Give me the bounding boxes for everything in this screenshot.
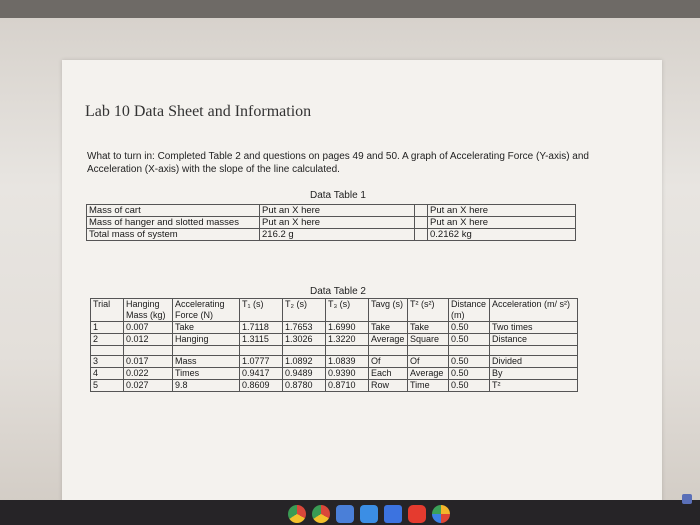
table-cell: 3 — [91, 356, 124, 368]
table-cell: 0.50 — [449, 322, 490, 334]
table-header-row — [91, 299, 578, 322]
table-cell: Time — [408, 380, 449, 392]
table-cell — [124, 346, 173, 356]
table-cell: By — [490, 368, 578, 380]
docs-icon[interactable] — [384, 505, 402, 523]
table-cell: Take — [173, 322, 240, 334]
table-cell — [173, 346, 240, 356]
table-cell: 1.3026 — [283, 334, 326, 346]
page-title: Lab 10 Data Sheet and Information — [85, 103, 312, 120]
table1-caption: Data Table 1 — [310, 190, 366, 201]
screen-bezel — [0, 0, 700, 18]
table-cell — [283, 346, 326, 356]
table-row — [87, 205, 576, 217]
table-cell: T² — [490, 380, 578, 392]
table-cell: Total mass of system — [87, 229, 260, 241]
table-cell — [240, 346, 283, 356]
table-cell: 0.9489 — [283, 368, 326, 380]
table-cell — [369, 346, 408, 356]
table-cell: Take — [408, 322, 449, 334]
table-cell: 2 — [91, 334, 124, 346]
table-cell: 1 — [91, 322, 124, 334]
table-cell: 0.027 — [124, 380, 173, 392]
col-header-tavg: Tavg (s) — [369, 299, 408, 322]
table-cell: 1.0839 — [326, 356, 369, 368]
table-cell: 0.007 — [124, 322, 173, 334]
table-cell: 1.7653 — [283, 322, 326, 334]
table-cell: 0.50 — [449, 334, 490, 346]
store-icon[interactable] — [360, 505, 378, 523]
youtube-icon[interactable] — [408, 505, 426, 523]
table-cell — [91, 346, 124, 356]
table-cell: 0.9390 — [326, 368, 369, 380]
data-table-2 — [90, 298, 578, 392]
table-cell: 0.8710 — [326, 380, 369, 392]
chrome-icon[interactable] — [288, 505, 306, 523]
table-cell: Mass — [173, 356, 240, 368]
table-row — [87, 229, 576, 241]
table-cell: 0.50 — [449, 380, 490, 392]
table-cell: Two times — [490, 322, 578, 334]
files-icon[interactable] — [336, 505, 354, 523]
table-cell: 0.012 — [124, 334, 173, 346]
table-cell: 0.50 — [449, 356, 490, 368]
tray-icon[interactable] — [682, 494, 692, 504]
col-header-t1: T₁ (s) — [240, 299, 283, 322]
table-cell — [449, 346, 490, 356]
table-cell: Put an X here — [260, 205, 415, 217]
table-cell: Of — [369, 356, 408, 368]
table-cell — [326, 346, 369, 356]
table-cell: 9.8 — [173, 380, 240, 392]
table-cell: 1.3220 — [326, 334, 369, 346]
table-cell: 0.50 — [449, 368, 490, 380]
col-header-distance: Distance (m) — [449, 299, 490, 322]
photos-icon[interactable] — [432, 505, 450, 523]
table-cell: 0.8780 — [283, 380, 326, 392]
table-cell: 0.017 — [124, 356, 173, 368]
table2-caption: Data Table 2 — [310, 286, 366, 297]
table-cell: Hanging — [173, 334, 240, 346]
table-cell: 1.7118 — [240, 322, 283, 334]
table-row — [91, 380, 578, 392]
table-cell: Mass of hanger and slotted masses — [87, 217, 260, 229]
data-table-1 — [86, 204, 576, 241]
table-cell: Square — [408, 334, 449, 346]
table-cell: Average — [408, 368, 449, 380]
col-header-force: Accelerating Force (N) — [173, 299, 240, 322]
document-page — [62, 60, 662, 502]
table-cell: 0.9417 — [240, 368, 283, 380]
instructions-text: What to turn in: Completed Table 2 and questions on pages 49 and 50. A graph of Accelerating Force (Y-axis) and Acceleration (X-axis) with the slope of the line calculated. — [87, 151, 589, 175]
table-cell: Divided — [490, 356, 578, 368]
chrome-icon[interactable] — [312, 505, 330, 523]
col-header-t3: T₃ (s) — [326, 299, 369, 322]
table-cell: Row — [369, 380, 408, 392]
col-header-hanging-mass: Hanging Mass (kg) — [124, 299, 173, 322]
table-cell: 5 — [91, 380, 124, 392]
table-cell — [490, 346, 578, 356]
table-row — [91, 368, 578, 380]
table-cell — [415, 229, 428, 241]
col-header-acceleration: Acceleration (m/ s²) — [490, 299, 578, 322]
table-cell — [415, 205, 428, 217]
table-cell: Average — [369, 334, 408, 346]
col-header-t2: T₂ (s) — [283, 299, 326, 322]
table-row — [91, 334, 578, 346]
table-cell: Take — [369, 322, 408, 334]
table-cell: Of — [408, 356, 449, 368]
table-spacer-row — [91, 346, 578, 356]
col-header-trial: Trial — [91, 299, 124, 322]
table-cell: Put an X here — [428, 205, 576, 217]
table-row — [91, 322, 578, 334]
table-cell: 1.6990 — [326, 322, 369, 334]
table-cell: 1.0892 — [283, 356, 326, 368]
table-cell: 4 — [91, 368, 124, 380]
table-cell: 0.2162 kg — [428, 229, 576, 241]
table-cell: Each — [369, 368, 408, 380]
table-cell: 1.3115 — [240, 334, 283, 346]
table-cell: Put an X here — [428, 217, 576, 229]
table-cell: Times — [173, 368, 240, 380]
table-cell: Distance — [490, 334, 578, 346]
table-cell — [415, 217, 428, 229]
table-row — [87, 217, 576, 229]
table-cell: Mass of cart — [87, 205, 260, 217]
table-cell: 1.0777 — [240, 356, 283, 368]
table-cell: Put an X here — [260, 217, 415, 229]
table-cell: 0.022 — [124, 368, 173, 380]
col-header-t-squared: T² (s²) — [408, 299, 449, 322]
table-cell — [408, 346, 449, 356]
table-cell: 0.8609 — [240, 380, 283, 392]
table-cell: 216.2 g — [260, 229, 415, 241]
table-row — [91, 356, 578, 368]
